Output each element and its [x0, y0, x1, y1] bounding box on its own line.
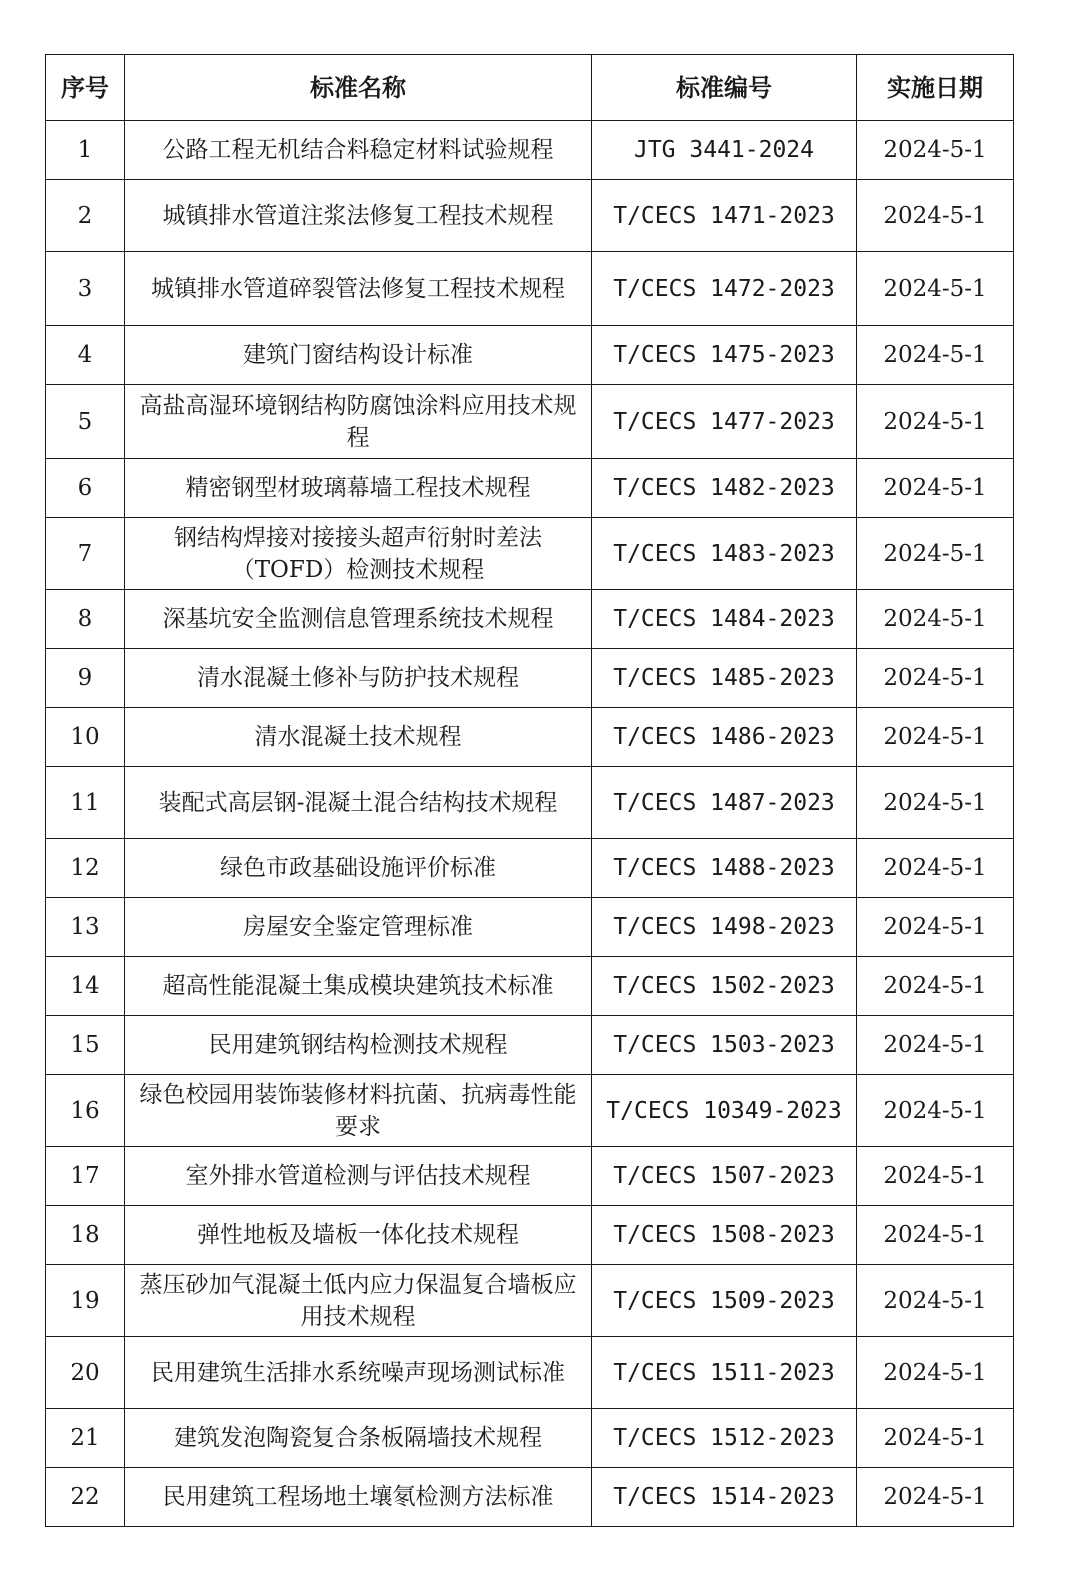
- standards-table: [45, 54, 1014, 1527]
- standard-code-cell: T/CECS 1488-2023: [592, 839, 857, 898]
- standard-name-cell: 深基坑安全监测信息管理系统技术规程: [125, 590, 592, 649]
- header-row: [46, 55, 1014, 121]
- effective-date-cell: 2024-5-1: [857, 708, 1014, 767]
- standard-name-cell: 高盐高湿环境钢结构防腐蚀涂料应用技术规程: [125, 385, 592, 459]
- serial-number-cell: 10: [46, 708, 125, 767]
- effective-date-cell: 2024-5-1: [857, 385, 1014, 459]
- standard-name-cell: 蒸压砂加气混凝土低内应力保温复合墙板应用技术规程: [125, 1265, 592, 1337]
- table-row: [46, 1468, 1014, 1527]
- serial-number-cell: 5: [46, 385, 125, 459]
- standard-code-cell: T/CECS 1485-2023: [592, 649, 857, 708]
- table-row: [46, 708, 1014, 767]
- standard-name-cell: 清水混凝土修补与防护技术规程: [125, 649, 592, 708]
- standard-name-cell: 绿色校园用装饰装修材料抗菌、抗病毒性能要求: [125, 1075, 592, 1147]
- serial-number-cell: 20: [46, 1337, 125, 1409]
- effective-date-cell: 2024-5-1: [857, 767, 1014, 839]
- standard-code-cell: T/CECS 1477-2023: [592, 385, 857, 459]
- standard-code-cell: T/CECS 1487-2023: [592, 767, 857, 839]
- header-effective-date: 实施日期: [857, 55, 1014, 121]
- standard-code-cell: T/CECS 1508-2023: [592, 1206, 857, 1265]
- standard-code-cell: T/CECS 1483-2023: [592, 518, 857, 590]
- standard-name-cell: 弹性地板及墙板一体化技术规程: [125, 1206, 592, 1265]
- header-serial-number: 序号: [46, 55, 125, 121]
- effective-date-cell: 2024-5-1: [857, 518, 1014, 590]
- standard-code-cell: T/CECS 1486-2023: [592, 708, 857, 767]
- table-row: [46, 590, 1014, 649]
- serial-number-cell: 14: [46, 957, 125, 1016]
- standard-name-cell: 绿色市政基础设施评价标准: [125, 839, 592, 898]
- standard-name-cell: 室外排水管道检测与评估技术规程: [125, 1147, 592, 1206]
- table-row: [46, 326, 1014, 385]
- standard-code-cell: T/CECS 1514-2023: [592, 1468, 857, 1527]
- serial-number-cell: 19: [46, 1265, 125, 1337]
- serial-number-cell: 4: [46, 326, 125, 385]
- standard-code-cell: T/CECS 1503-2023: [592, 1016, 857, 1075]
- serial-number-cell: 18: [46, 1206, 125, 1265]
- standard-code-cell: T/CECS 1475-2023: [592, 326, 857, 385]
- table-row: [46, 898, 1014, 957]
- table-row: [46, 1409, 1014, 1468]
- standard-code-cell: T/CECS 1509-2023: [592, 1265, 857, 1337]
- header-standard-code: 标准编号: [592, 55, 857, 121]
- standard-name-cell: 钢结构焊接对接接头超声衍射时差法（TOFD）检测技术规程: [125, 518, 592, 590]
- standard-name-cell: 民用建筑工程场地土壤氡检测方法标准: [125, 1468, 592, 1527]
- effective-date-cell: 2024-5-1: [857, 326, 1014, 385]
- standard-code-cell: T/CECS 1484-2023: [592, 590, 857, 649]
- serial-number-cell: 6: [46, 459, 125, 518]
- table-row: [46, 1206, 1014, 1265]
- table-row: [46, 839, 1014, 898]
- table-row: [46, 1147, 1014, 1206]
- effective-date-cell: 2024-5-1: [857, 1265, 1014, 1337]
- table-header: [46, 55, 1014, 121]
- serial-number-cell: 8: [46, 590, 125, 649]
- standard-code-cell: T/CECS 1512-2023: [592, 1409, 857, 1468]
- serial-number-cell: 17: [46, 1147, 125, 1206]
- standard-name-cell: 超高性能混凝土集成模块建筑技术标准: [125, 957, 592, 1016]
- serial-number-cell: 21: [46, 1409, 125, 1468]
- standard-code-cell: T/CECS 1482-2023: [592, 459, 857, 518]
- serial-number-cell: 1: [46, 121, 125, 180]
- effective-date-cell: 2024-5-1: [857, 121, 1014, 180]
- standard-code-cell: T/CECS 1498-2023: [592, 898, 857, 957]
- table-row: [46, 252, 1014, 326]
- table-row: [46, 1075, 1014, 1147]
- serial-number-cell: 13: [46, 898, 125, 957]
- standard-code-cell: T/CECS 1471-2023: [592, 180, 857, 252]
- effective-date-cell: 2024-5-1: [857, 1337, 1014, 1409]
- standard-name-cell: 装配式高层钢-混凝土混合结构技术规程: [125, 767, 592, 839]
- effective-date-cell: 2024-5-1: [857, 898, 1014, 957]
- effective-date-cell: 2024-5-1: [857, 1468, 1014, 1527]
- standard-name-cell: 民用建筑生活排水系统噪声现场测试标准: [125, 1337, 592, 1409]
- serial-number-cell: 15: [46, 1016, 125, 1075]
- effective-date-cell: 2024-5-1: [857, 957, 1014, 1016]
- effective-date-cell: 2024-5-1: [857, 459, 1014, 518]
- table-row: [46, 1016, 1014, 1075]
- serial-number-cell: 11: [46, 767, 125, 839]
- standard-code-cell: JTG 3441-2024: [592, 121, 857, 180]
- standard-code-cell: T/CECS 1511-2023: [592, 1337, 857, 1409]
- standard-name-cell: 清水混凝土技术规程: [125, 708, 592, 767]
- standard-name-cell: 精密钢型材玻璃幕墙工程技术规程: [125, 459, 592, 518]
- serial-number-cell: 22: [46, 1468, 125, 1527]
- effective-date-cell: 2024-5-1: [857, 1147, 1014, 1206]
- header-standard-name: 标准名称: [125, 55, 592, 121]
- table-row: [46, 1265, 1014, 1337]
- standard-code-cell: T/CECS 1502-2023: [592, 957, 857, 1016]
- effective-date-cell: 2024-5-1: [857, 1409, 1014, 1468]
- table-row: [46, 957, 1014, 1016]
- standard-name-cell: 建筑门窗结构设计标准: [125, 326, 592, 385]
- serial-number-cell: 3: [46, 252, 125, 326]
- table-row: [46, 1337, 1014, 1409]
- effective-date-cell: 2024-5-1: [857, 1075, 1014, 1147]
- standard-name-cell: 城镇排水管道注浆法修复工程技术规程: [125, 180, 592, 252]
- table-row: [46, 767, 1014, 839]
- serial-number-cell: 7: [46, 518, 125, 590]
- standard-name-cell: 城镇排水管道碎裂管法修复工程技术规程: [125, 252, 592, 326]
- effective-date-cell: 2024-5-1: [857, 590, 1014, 649]
- serial-number-cell: 2: [46, 180, 125, 252]
- serial-number-cell: 9: [46, 649, 125, 708]
- standard-code-cell: T/CECS 1507-2023: [592, 1147, 857, 1206]
- effective-date-cell: 2024-5-1: [857, 180, 1014, 252]
- effective-date-cell: 2024-5-1: [857, 1016, 1014, 1075]
- standard-name-cell: 建筑发泡陶瓷复合条板隔墙技术规程: [125, 1409, 592, 1468]
- standard-name-cell: 民用建筑钢结构检测技术规程: [125, 1016, 592, 1075]
- table-row: [46, 121, 1014, 180]
- effective-date-cell: 2024-5-1: [857, 839, 1014, 898]
- effective-date-cell: 2024-5-1: [857, 649, 1014, 708]
- table-row: [46, 180, 1014, 252]
- standard-name-cell: 公路工程无机结合料稳定材料试验规程: [125, 121, 592, 180]
- standard-code-cell: T/CECS 10349-2023: [592, 1075, 857, 1147]
- serial-number-cell: 16: [46, 1075, 125, 1147]
- serial-number-cell: 12: [46, 839, 125, 898]
- table-row: [46, 385, 1014, 459]
- table-body: [46, 121, 1014, 1527]
- standard-code-cell: T/CECS 1472-2023: [592, 252, 857, 326]
- table-row: [46, 649, 1014, 708]
- effective-date-cell: 2024-5-1: [857, 252, 1014, 326]
- table-row: [46, 459, 1014, 518]
- table-row: [46, 518, 1014, 590]
- effective-date-cell: 2024-5-1: [857, 1206, 1014, 1265]
- standard-name-cell: 房屋安全鉴定管理标准: [125, 898, 592, 957]
